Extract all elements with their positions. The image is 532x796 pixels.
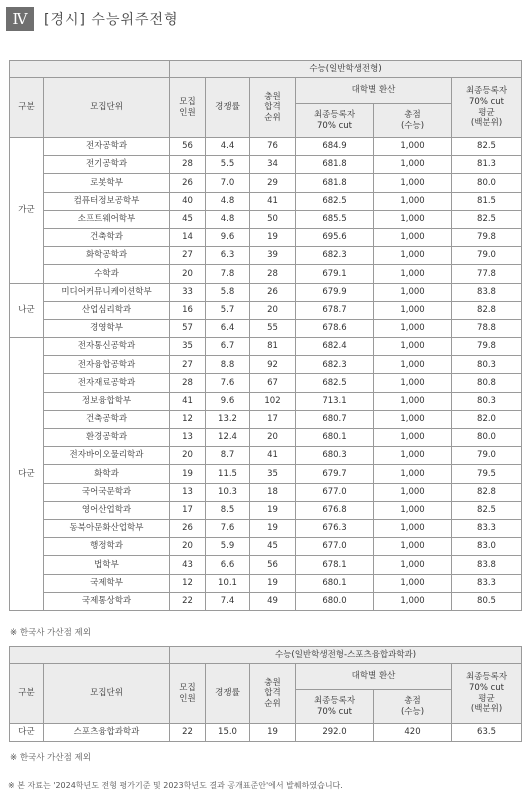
cell-percentile: 80.3	[452, 356, 522, 374]
cell-unit: 전자공학과	[44, 138, 170, 156]
col-unit: 모집단위	[44, 664, 170, 724]
cell-competition: 5.7	[206, 301, 250, 319]
cell-quota: 57	[170, 319, 206, 337]
cell-unit: 법학부	[44, 556, 170, 574]
cell-total: 1,000	[374, 519, 452, 537]
col-unit: 모집단위	[44, 78, 170, 138]
cell-total: 1,000	[374, 156, 452, 174]
cell-quota: 20	[170, 538, 206, 556]
cell-competition: 15.0	[206, 724, 250, 742]
cell-group: 가군	[10, 138, 44, 284]
cell-percentile: 80.0	[452, 429, 522, 447]
header-blank	[10, 647, 170, 664]
cell-cut: 682.4	[296, 338, 374, 356]
cell-cut: 677.0	[296, 483, 374, 501]
cell-unit: 화학공학과	[44, 247, 170, 265]
cell-percentile: 83.0	[452, 538, 522, 556]
cell-competition: 7.6	[206, 374, 250, 392]
cell-rank: 76	[250, 138, 296, 156]
cell-competition: 10.3	[206, 483, 250, 501]
cell-cut: 684.9	[296, 138, 374, 156]
header-blank	[10, 61, 170, 78]
cell-group: 다군	[10, 724, 44, 742]
cell-unit: 산업심리학과	[44, 301, 170, 319]
cell-percentile: 82.5	[452, 138, 522, 156]
cell-cut: 680.1	[296, 429, 374, 447]
col-gubun: 구분	[10, 664, 44, 724]
cell-quota: 28	[170, 374, 206, 392]
cell-quota: 35	[170, 338, 206, 356]
table-row	[10, 724, 522, 742]
cell-cut: 682.3	[296, 247, 374, 265]
cell-quota: 27	[170, 247, 206, 265]
table-row	[10, 247, 522, 265]
cell-total: 1,000	[374, 192, 452, 210]
cell-total: 1,000	[374, 210, 452, 228]
cell-percentile: 79.5	[452, 465, 522, 483]
cell-rank: 29	[250, 174, 296, 192]
table-row	[10, 574, 522, 592]
cell-total: 1,000	[374, 538, 452, 556]
cell-competition: 8.5	[206, 501, 250, 519]
cell-quota: 26	[170, 174, 206, 192]
cell-competition: 7.6	[206, 519, 250, 537]
table-row	[10, 592, 522, 610]
cell-percentile: 80.5	[452, 592, 522, 610]
cell-total: 1,000	[374, 247, 452, 265]
cell-total: 1,000	[374, 356, 452, 374]
col-quota: 모집 인원	[170, 78, 206, 138]
cell-quota: 20	[170, 447, 206, 465]
cell-total: 1,000	[374, 447, 452, 465]
cell-competition: 7.0	[206, 174, 250, 192]
cell-rank: 34	[250, 156, 296, 174]
cell-cut: 680.1	[296, 574, 374, 592]
cell-competition: 6.3	[206, 247, 250, 265]
cell-rank: 56	[250, 556, 296, 574]
table-note: ※ 한국사 가산점 제외	[10, 628, 91, 638]
cell-rank: 41	[250, 192, 296, 210]
cell-percentile: 82.5	[452, 210, 522, 228]
table-row	[10, 465, 522, 483]
cell-total: 1,000	[374, 319, 452, 337]
cell-total: 1,000	[374, 574, 452, 592]
cell-total: 1,000	[374, 138, 452, 156]
cell-rank: 35	[250, 465, 296, 483]
cell-percentile: 81.3	[452, 156, 522, 174]
cell-cut: 678.1	[296, 556, 374, 574]
cell-percentile: 82.0	[452, 410, 522, 428]
cell-cut: 676.8	[296, 501, 374, 519]
cell-unit: 로봇학부	[44, 174, 170, 192]
table-row	[10, 429, 522, 447]
cell-rank: 49	[250, 592, 296, 610]
col-percentile: 최종등록자 70% cut 평균 (백분위)	[452, 78, 522, 138]
cell-cut: 680.7	[296, 410, 374, 428]
cell-competition: 9.6	[206, 228, 250, 246]
col-competition: 경쟁률	[206, 78, 250, 138]
cell-competition: 7.4	[206, 592, 250, 610]
cell-cut: 676.3	[296, 519, 374, 537]
cell-total: 420	[374, 724, 452, 742]
table-row	[10, 138, 522, 156]
cell-unit: 건축학과	[44, 228, 170, 246]
col-gubun: 구분	[10, 78, 44, 138]
cell-rank: 20	[250, 429, 296, 447]
cell-unit: 소프트웨어학부	[44, 210, 170, 228]
cell-total: 1,000	[374, 392, 452, 410]
cell-rank: 19	[250, 724, 296, 742]
cell-competition: 8.7	[206, 447, 250, 465]
cell-cut: 682.3	[296, 356, 374, 374]
cell-percentile: 80.0	[452, 174, 522, 192]
cell-unit: 전자통신공학과	[44, 338, 170, 356]
cell-rank: 102	[250, 392, 296, 410]
cell-percentile: 79.8	[452, 228, 522, 246]
cell-rank: 55	[250, 319, 296, 337]
cell-quota: 19	[170, 465, 206, 483]
cell-percentile: 63.5	[452, 724, 522, 742]
col-total: 총점 (수능)	[374, 690, 452, 724]
table-row	[10, 392, 522, 410]
cell-competition: 11.5	[206, 465, 250, 483]
cell-competition: 4.8	[206, 210, 250, 228]
col-percentile: 최종등록자 70% cut 평균 (백분위)	[452, 664, 522, 724]
cell-percentile: 80.8	[452, 374, 522, 392]
cell-quota: 17	[170, 501, 206, 519]
cell-competition: 8.8	[206, 356, 250, 374]
cell-unit: 경영학부	[44, 319, 170, 337]
cell-competition: 6.4	[206, 319, 250, 337]
cell-quota: 41	[170, 392, 206, 410]
col-univ-conversion: 대학별 환산	[296, 664, 452, 690]
cell-percentile: 82.5	[452, 501, 522, 519]
cell-quota: 12	[170, 574, 206, 592]
cell-quota: 33	[170, 283, 206, 301]
table-row	[10, 338, 522, 356]
cell-total: 1,000	[374, 501, 452, 519]
cell-rank: 19	[250, 228, 296, 246]
cell-unit: 전자융합공학과	[44, 356, 170, 374]
group-title: 수능(일반학생전형-스포츠융합과학과)	[170, 647, 522, 664]
cell-competition: 4.4	[206, 138, 250, 156]
cell-percentile: 83.3	[452, 574, 522, 592]
cell-cut: 682.5	[296, 192, 374, 210]
cell-quota: 13	[170, 483, 206, 501]
cell-rank: 45	[250, 538, 296, 556]
cell-unit: 스포츠융합과학과	[44, 724, 170, 742]
cell-competition: 10.1	[206, 574, 250, 592]
cell-cut: 681.8	[296, 174, 374, 192]
sports-admission-table	[9, 646, 522, 742]
cell-quota: 27	[170, 356, 206, 374]
cell-total: 1,000	[374, 283, 452, 301]
cell-cut: 713.1	[296, 392, 374, 410]
cell-unit: 환경공학과	[44, 429, 170, 447]
cell-cut: 685.5	[296, 210, 374, 228]
admission-results-table	[9, 60, 522, 611]
table-note: ※ 한국사 가산점 제외	[10, 753, 91, 763]
cell-percentile: 83.8	[452, 283, 522, 301]
cell-rank: 20	[250, 301, 296, 319]
cell-percentile: 79.8	[452, 338, 522, 356]
cell-percentile: 83.3	[452, 519, 522, 537]
cell-competition: 6.7	[206, 338, 250, 356]
cell-total: 1,000	[374, 556, 452, 574]
cell-total: 1,000	[374, 265, 452, 283]
cell-cut: 678.7	[296, 301, 374, 319]
table-row	[10, 228, 522, 246]
cell-percentile: 79.0	[452, 247, 522, 265]
cell-percentile: 78.8	[452, 319, 522, 337]
cell-quota: 43	[170, 556, 206, 574]
cell-quota: 28	[170, 156, 206, 174]
cell-cut: 680.3	[296, 447, 374, 465]
cell-total: 1,000	[374, 374, 452, 392]
col-rank: 충원 합격 순위	[250, 78, 296, 138]
cell-rank: 19	[250, 519, 296, 537]
cell-total: 1,000	[374, 429, 452, 447]
col-rank: 충원 합격 순위	[250, 664, 296, 724]
cell-unit: 정보융합학부	[44, 392, 170, 410]
group-title: 수능(일반학생전형)	[170, 61, 522, 78]
cell-unit: 영어산업학과	[44, 501, 170, 519]
cell-total: 1,000	[374, 338, 452, 356]
cell-percentile: 83.8	[452, 556, 522, 574]
cell-total: 1,000	[374, 592, 452, 610]
cell-quota: 20	[170, 265, 206, 283]
cell-quota: 56	[170, 138, 206, 156]
cell-cut: 679.7	[296, 465, 374, 483]
cell-competition: 7.8	[206, 265, 250, 283]
cell-cut: 292.0	[296, 724, 374, 742]
cell-rank: 19	[250, 501, 296, 519]
table-row	[10, 319, 522, 337]
cell-rank: 19	[250, 574, 296, 592]
cell-rank: 17	[250, 410, 296, 428]
table-row	[10, 483, 522, 501]
cell-total: 1,000	[374, 174, 452, 192]
cell-unit: 화학과	[44, 465, 170, 483]
table-row	[10, 265, 522, 283]
col-final-cut: 최종등록자 70% cut	[296, 690, 374, 724]
col-quota: 모집 인원	[170, 664, 206, 724]
cell-rank: 39	[250, 247, 296, 265]
cell-quota: 22	[170, 592, 206, 610]
cell-rank: 81	[250, 338, 296, 356]
table-row	[10, 283, 522, 301]
col-final-cut: 최종등록자 70% cut	[296, 104, 374, 138]
cell-quota: 16	[170, 301, 206, 319]
cell-cut: 679.9	[296, 283, 374, 301]
cell-quota: 14	[170, 228, 206, 246]
cell-rank: 92	[250, 356, 296, 374]
cell-total: 1,000	[374, 228, 452, 246]
table-body	[10, 138, 522, 611]
col-univ-conversion: 대학별 환산	[296, 78, 452, 104]
cell-group: 나군	[10, 283, 44, 338]
col-competition: 경쟁률	[206, 664, 250, 724]
cell-percentile: 79.0	[452, 447, 522, 465]
cell-cut: 680.0	[296, 592, 374, 610]
source-footnote: ※ 본 자료는 '2024학년도 전형 평가기준 및 2023학년도 결과 공개표준안'에서 발췌하였습니다.	[8, 781, 343, 790]
cell-competition: 13.2	[206, 410, 250, 428]
cell-rank: 26	[250, 283, 296, 301]
table-row	[10, 556, 522, 574]
cell-rank: 28	[250, 265, 296, 283]
cell-rank: 18	[250, 483, 296, 501]
section-title: [경시] 수능위주전형	[44, 12, 179, 28]
cell-rank: 67	[250, 374, 296, 392]
cell-cut: 695.6	[296, 228, 374, 246]
cell-rank: 50	[250, 210, 296, 228]
table-row	[10, 192, 522, 210]
cell-cut: 677.0	[296, 538, 374, 556]
cell-group: 다군	[10, 338, 44, 611]
table-row	[10, 174, 522, 192]
cell-competition: 6.6	[206, 556, 250, 574]
cell-competition: 9.6	[206, 392, 250, 410]
cell-competition: 12.4	[206, 429, 250, 447]
cell-percentile: 82.8	[452, 301, 522, 319]
table-row	[10, 501, 522, 519]
cell-unit: 수학과	[44, 265, 170, 283]
table-row	[10, 410, 522, 428]
table-row	[10, 447, 522, 465]
cell-percentile: 77.8	[452, 265, 522, 283]
cell-unit: 전기공학과	[44, 156, 170, 174]
cell-rank: 41	[250, 447, 296, 465]
table-row	[10, 356, 522, 374]
cell-total: 1,000	[374, 410, 452, 428]
cell-quota: 13	[170, 429, 206, 447]
cell-unit: 국제통상학과	[44, 592, 170, 610]
cell-total: 1,000	[374, 465, 452, 483]
cell-unit: 동북아문화산업학부	[44, 519, 170, 537]
table-row	[10, 538, 522, 556]
cell-unit: 국제학부	[44, 574, 170, 592]
cell-percentile: 82.8	[452, 483, 522, 501]
table-row	[10, 156, 522, 174]
table-row	[10, 519, 522, 537]
cell-percentile: 81.5	[452, 192, 522, 210]
cell-competition: 5.5	[206, 156, 250, 174]
table-row	[10, 301, 522, 319]
cell-unit: 건축공학과	[44, 410, 170, 428]
cell-cut: 681.8	[296, 156, 374, 174]
cell-quota: 22	[170, 724, 206, 742]
cell-unit: 국어국문학과	[44, 483, 170, 501]
cell-quota: 26	[170, 519, 206, 537]
section-header	[6, 8, 179, 30]
cell-unit: 컴퓨터정보공학부	[44, 192, 170, 210]
col-total: 총점 (수능)	[374, 104, 452, 138]
cell-cut: 679.1	[296, 265, 374, 283]
table-row	[10, 210, 522, 228]
cell-competition: 4.8	[206, 192, 250, 210]
cell-unit: 미디어커뮤니케이션학부	[44, 283, 170, 301]
cell-quota: 12	[170, 410, 206, 428]
table-row	[10, 374, 522, 392]
cell-percentile: 80.3	[452, 392, 522, 410]
cell-quota: 40	[170, 192, 206, 210]
section-number-badge: Ⅳ	[6, 7, 34, 31]
cell-cut: 678.6	[296, 319, 374, 337]
cell-unit: 전자재료공학과	[44, 374, 170, 392]
cell-competition: 5.8	[206, 283, 250, 301]
cell-competition: 5.9	[206, 538, 250, 556]
cell-total: 1,000	[374, 483, 452, 501]
cell-unit: 전자바이오물리학과	[44, 447, 170, 465]
cell-total: 1,000	[374, 301, 452, 319]
cell-unit: 행정학과	[44, 538, 170, 556]
cell-cut: 682.5	[296, 374, 374, 392]
cell-quota: 45	[170, 210, 206, 228]
